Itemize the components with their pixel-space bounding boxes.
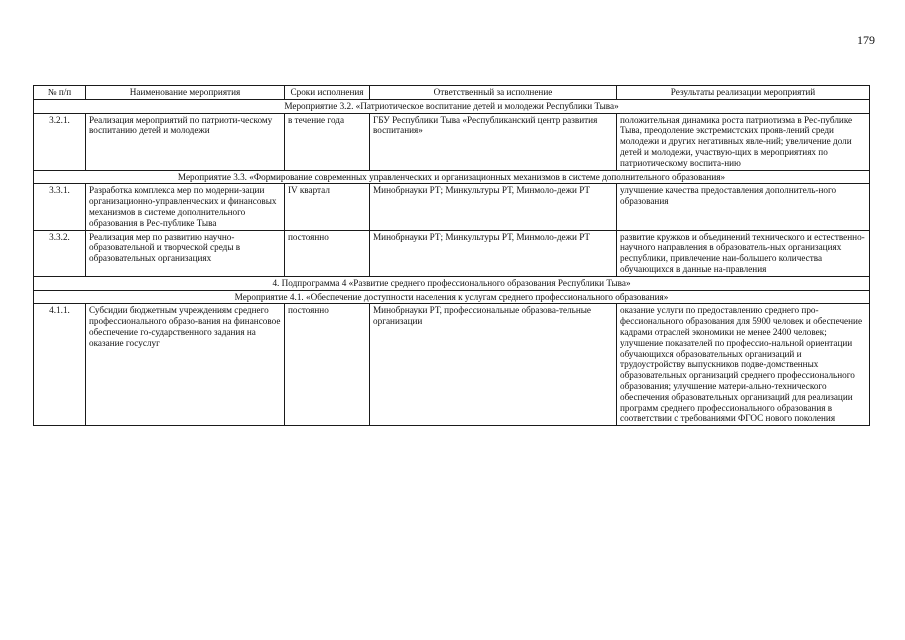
- header-results: Результаты реализации мероприятий: [617, 86, 870, 100]
- section-row: [34, 276, 870, 290]
- header-term: Сроки исполнения: [285, 86, 370, 100]
- section-title: Мероприятие 3.3. «Формирование современных управленческих и организационных механизмов в системе дополнительного образования»: [34, 170, 870, 184]
- section-row: [34, 170, 870, 184]
- section-title: Мероприятие 3.2. «Патриотическое воспитание детей и молодежи Республики Тыва»: [34, 99, 870, 113]
- row-results: положительная динамика роста патриотизма в Рес-публике Тыва, преодоление экстремистских прояв-лений среди молодежи и других негативных явле-ний; увеличение доли детей и молодежи, участвую-щих в мероприятиях по патриотическому воспита-нию: [617, 113, 870, 170]
- row-name: Субсидии бюджетным учреждениям среднего профессионального образо-вания на финансовое обеспечение го-сударственного задания на оказание госуслуг: [86, 304, 285, 426]
- row-num: 3.3.1.: [34, 184, 86, 230]
- row-num: 4.1.1.: [34, 304, 86, 426]
- row-term: постоянно: [285, 230, 370, 276]
- row-num: 3.3.2.: [34, 230, 86, 276]
- row-name: Реализация мер по развитию научно-образовательной и творческой среды в образовательных организациях: [86, 230, 285, 276]
- row-results: улучшение качества предоставления дополнитель-ного образования: [617, 184, 870, 230]
- table-row: [34, 113, 870, 170]
- row-responsible: Минобрнауки РТ, профессиональные образова-тельные организации: [370, 304, 617, 426]
- page-number: 179: [857, 33, 875, 47]
- row-num: 3.2.1.: [34, 113, 86, 170]
- row-term: в течение года: [285, 113, 370, 170]
- section-row: [34, 290, 870, 304]
- section-row: [34, 99, 870, 113]
- row-name: Реализация мероприятий по патриоти-ческому воспитанию детей и молодежи: [86, 113, 285, 170]
- table-row: [34, 184, 870, 230]
- table-row: [34, 230, 870, 276]
- section-title: Мероприятие 4.1. «Обеспечение доступности населения к услугам среднего профессионального образования»: [34, 290, 870, 304]
- row-responsible: ГБУ Республики Тыва «Республиканский центр развития воспитания»: [370, 113, 617, 170]
- row-term: постоянно: [285, 304, 370, 426]
- row-term: IV квартал: [285, 184, 370, 230]
- row-responsible: Минобрнауки РТ; Минкультуры РТ, Минмоло-дежи РТ: [370, 230, 617, 276]
- row-results: оказание услуги по предоставлению среднего про-фессионального образования для 5900 человек и обеспечение кадрами отраслей экономики не менее 2400 человек; улучшение показателей по профессио-нальной ориентации обучающихся образовательных организаций и трудоустройству выпускников подве-домственных образовательных организаций среднего профессионального образования; улучшение матери-ально-технического обеспечения образовательных организаций для реализации программ среднего профессионального образования в соответствии с требованиями ФГОС нового поколения: [617, 304, 870, 426]
- header-num: № п/п: [34, 86, 86, 100]
- table-header-row: [34, 86, 870, 100]
- measures-table: [33, 85, 870, 426]
- row-responsible: Минобрнауки РТ; Минкультуры РТ, Минмоло-дежи РТ: [370, 184, 617, 230]
- section-title: 4. Подпрограмма 4 «Развитие среднего профессионального образования Республики Тыва»: [34, 276, 870, 290]
- header-name: Наименование мероприятия: [86, 86, 285, 100]
- row-results: развитие кружков и объединений технического и естественно-научного направления в образователь-ных организациях республики, привлечение наи-большего количества обучающихся в данные на-правления: [617, 230, 870, 276]
- table-row: [34, 304, 870, 426]
- row-name: Разработка комплекса мер по модерни-зации организационно-управленческих и финансовых механизмов в системе дополнительного образования в Рес-публике Тыва: [86, 184, 285, 230]
- header-responsible: Ответственный за исполнение: [370, 86, 617, 100]
